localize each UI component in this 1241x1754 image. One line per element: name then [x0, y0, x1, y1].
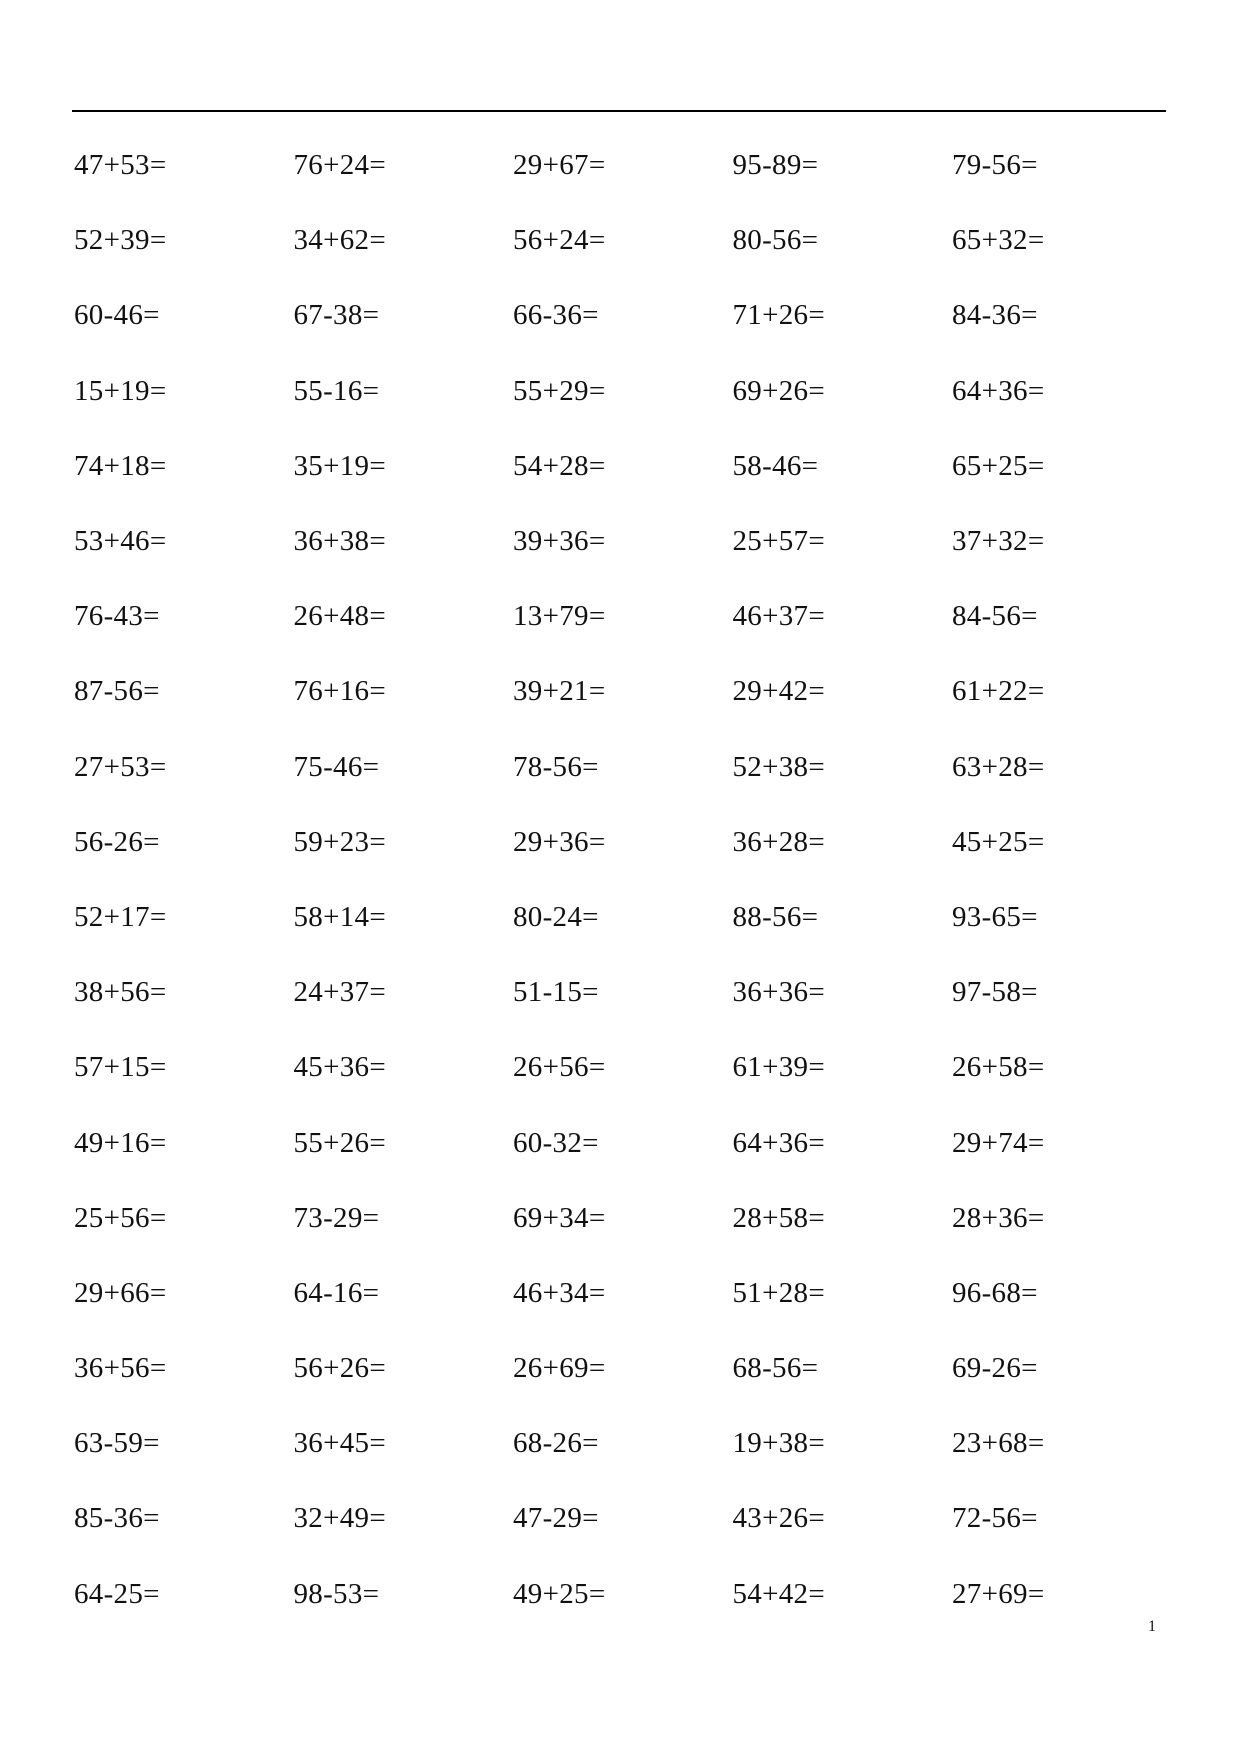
math-problem: 52+39= — [74, 224, 167, 257]
math-problem: 65+25= — [952, 449, 1045, 482]
problem-row — [74, 429, 1174, 504]
math-problem: 37+32= — [952, 525, 1045, 558]
problem-row — [74, 504, 1174, 579]
math-problem: 61+22= — [952, 675, 1045, 708]
math-problem: 51-15= — [513, 976, 599, 1009]
math-problem: 46+34= — [513, 1276, 606, 1309]
math-problem: 39+21= — [513, 675, 606, 708]
problem-row — [74, 354, 1174, 429]
math-problem: 26+58= — [952, 1051, 1045, 1084]
math-problem: 29+67= — [513, 149, 606, 182]
math-problem: 93-65= — [952, 900, 1038, 933]
math-problem: 36+36= — [732, 976, 826, 1009]
math-problem: 64+36= — [732, 1126, 826, 1159]
math-problem: 15+19= — [74, 374, 167, 407]
math-problem: 35+19= — [293, 449, 387, 482]
math-problem: 68-26= — [513, 1427, 599, 1460]
math-problem: 55+26= — [293, 1126, 387, 1159]
math-problem: 63-59= — [74, 1427, 160, 1460]
math-problem: 53+46= — [74, 525, 167, 558]
math-problem: 28+36= — [952, 1201, 1045, 1234]
math-problem: 39+36= — [513, 525, 606, 558]
math-problem: 29+66= — [74, 1276, 167, 1309]
math-problem: 76+24= — [293, 149, 387, 182]
math-problem: 27+69= — [952, 1577, 1045, 1610]
math-problem: 55-16= — [293, 374, 380, 407]
math-problem: 54+28= — [513, 449, 606, 482]
math-problem: 74+18= — [74, 449, 167, 482]
math-problem: 19+38= — [732, 1427, 826, 1460]
problem-row — [74, 730, 1174, 805]
math-problem: 64-25= — [74, 1577, 160, 1610]
problem-row — [74, 1105, 1174, 1180]
math-problem: 29+74= — [952, 1126, 1045, 1159]
problem-row — [74, 1256, 1174, 1331]
math-problem: 69+34= — [513, 1201, 606, 1234]
math-problem: 60-32= — [513, 1126, 599, 1159]
math-problem: 47-29= — [513, 1502, 599, 1535]
problem-row — [74, 1181, 1174, 1256]
math-problem: 58-46= — [732, 449, 819, 482]
math-problem: 73-29= — [293, 1201, 380, 1234]
math-problem: 27+53= — [74, 750, 167, 783]
math-problem: 63+28= — [952, 750, 1045, 783]
math-problem: 32+49= — [293, 1502, 387, 1535]
math-problem: 56+24= — [513, 224, 606, 257]
problem-row — [74, 203, 1174, 278]
math-problem: 59+23= — [293, 825, 387, 858]
problem-row — [74, 1331, 1174, 1406]
math-problem: 98-53= — [293, 1577, 380, 1610]
math-problem: 55+29= — [513, 374, 606, 407]
math-problem: 85-36= — [74, 1502, 160, 1535]
math-problem: 45+25= — [952, 825, 1045, 858]
problem-grid — [74, 128, 1174, 1632]
math-problem: 80-24= — [513, 900, 599, 933]
math-problem: 78-56= — [513, 750, 599, 783]
math-problem: 79-56= — [952, 149, 1038, 182]
math-problem: 23+68= — [952, 1427, 1045, 1460]
math-problem: 51+28= — [732, 1276, 826, 1309]
math-problem: 64+36= — [952, 374, 1045, 407]
math-problem: 46+37= — [732, 600, 826, 633]
problem-row — [74, 1481, 1174, 1556]
math-problem: 38+56= — [74, 976, 167, 1009]
math-problem: 80-56= — [732, 224, 819, 257]
math-problem: 49+25= — [513, 1577, 606, 1610]
math-problem: 84-36= — [952, 299, 1038, 332]
math-problem: 67-38= — [293, 299, 380, 332]
math-problem: 66-36= — [513, 299, 599, 332]
math-problem: 95-89= — [732, 149, 819, 182]
math-problem: 52+38= — [732, 750, 826, 783]
problem-row — [74, 654, 1174, 729]
problem-row — [74, 1406, 1174, 1481]
math-problem: 24+37= — [293, 976, 387, 1009]
header-rule — [72, 110, 1166, 112]
math-problem: 34+62= — [293, 224, 387, 257]
problem-row — [74, 579, 1174, 654]
math-problem: 26+56= — [513, 1051, 606, 1084]
math-problem: 13+79= — [513, 600, 606, 633]
math-problem: 65+32= — [952, 224, 1045, 257]
math-problem: 28+58= — [732, 1201, 826, 1234]
problem-row — [74, 880, 1174, 955]
math-problem: 56-26= — [74, 825, 160, 858]
math-problem: 26+48= — [293, 600, 387, 633]
math-problem: 88-56= — [732, 900, 819, 933]
math-problem: 68-56= — [732, 1352, 819, 1385]
math-problem: 47+53= — [74, 149, 167, 182]
math-problem: 45+36= — [293, 1051, 387, 1084]
math-problem: 36+45= — [293, 1427, 387, 1460]
math-problem: 61+39= — [732, 1051, 826, 1084]
math-problem: 84-56= — [952, 600, 1038, 633]
problem-row — [74, 1030, 1174, 1105]
problem-row — [74, 128, 1174, 203]
problem-row — [74, 278, 1174, 353]
page-number: 1 — [1148, 1618, 1156, 1635]
math-problem: 25+57= — [732, 525, 826, 558]
math-problem: 26+69= — [513, 1352, 606, 1385]
math-problem: 72-56= — [952, 1502, 1038, 1535]
math-problem: 71+26= — [732, 299, 826, 332]
math-problem: 76+16= — [293, 675, 387, 708]
math-problem: 29+42= — [732, 675, 826, 708]
math-problem: 69+26= — [732, 374, 826, 407]
math-problem: 97-58= — [952, 976, 1038, 1009]
problem-row — [74, 955, 1174, 1030]
math-problem: 75-46= — [293, 750, 380, 783]
math-problem: 52+17= — [74, 900, 167, 933]
math-problem: 36+38= — [293, 525, 387, 558]
problem-row — [74, 1557, 1174, 1632]
math-problem: 36+56= — [74, 1352, 167, 1385]
math-problem: 87-56= — [74, 675, 160, 708]
math-problem: 56+26= — [293, 1352, 387, 1385]
math-problem: 60-46= — [74, 299, 160, 332]
math-problem: 69-26= — [952, 1352, 1038, 1385]
math-problem: 54+42= — [732, 1577, 826, 1610]
math-problem: 49+16= — [74, 1126, 167, 1159]
math-problem: 96-68= — [952, 1276, 1038, 1309]
math-problem: 57+15= — [74, 1051, 167, 1084]
math-problem: 29+36= — [513, 825, 606, 858]
math-problem: 64-16= — [293, 1276, 380, 1309]
math-problem: 25+56= — [74, 1201, 167, 1234]
problem-row — [74, 805, 1174, 880]
math-problem: 58+14= — [293, 900, 387, 933]
math-problem: 36+28= — [732, 825, 826, 858]
math-problem: 76-43= — [74, 600, 160, 633]
math-problem: 43+26= — [732, 1502, 826, 1535]
